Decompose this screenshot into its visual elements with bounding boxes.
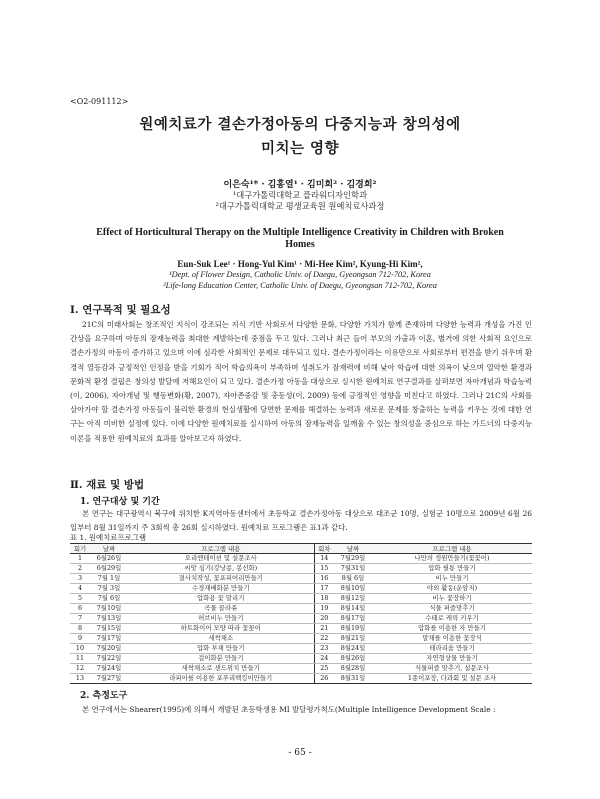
- table-cell: 8: [70, 624, 90, 634]
- table-cell: 오리엔테이션 및 설문조사: [128, 554, 314, 564]
- table-cell: 22: [314, 634, 334, 644]
- table-cell: 식물퍼즐 맞추기, 설문조사: [372, 664, 532, 674]
- table-cell: 7: [70, 614, 90, 624]
- table-cell: 압화 부채 만들기: [128, 644, 314, 654]
- table-cell: 7월15일: [90, 624, 128, 634]
- table-cell: 8월10일: [334, 584, 372, 594]
- table-cell: 7월13일: [90, 614, 128, 624]
- table-cell: 10: [70, 644, 90, 654]
- table-cell: 18: [314, 594, 334, 604]
- table-cell: 압화 필통 만들기: [372, 564, 532, 574]
- korean-title-line1: 원예치료가 결손가정아동의 다중지능과 창의성에: [139, 116, 461, 133]
- english-affiliation-2: ²Life-long Education Center, Catholic Univ. of Daegu, Gyeongsan 712-702, Korea: [163, 281, 437, 290]
- table-row: [70, 574, 532, 584]
- table-row: [70, 584, 532, 594]
- table-cell: 곡물 꼴라쥬: [128, 604, 314, 614]
- table-cell: 걸이화분 만들기: [128, 654, 314, 664]
- table-cell: 8월24일: [334, 644, 372, 654]
- table-row: [70, 634, 532, 644]
- table-cell: 자연형상물 만들기: [372, 654, 532, 664]
- program-table: [70, 543, 532, 684]
- subsection-body-instruments: 본 연구에서는 Shearer(1995)에 의해서 개발된 초등학생용 MI 발달평가척도(Multiple Intelligence Development Scale :: [82, 705, 496, 714]
- subsection-body-subjects: 본 연구는 대구광역시 북구에 위치한 K지역아동센터에서 초등학교 결손가정아동 대상으로 대조군 10명, 실험군 10명으로 2009년 6월 26일부터 8월 31일까지 주 3회씩 총 26회 실시하였다. 원예치료 프로그램은 표1과 같다.: [70, 509, 532, 533]
- section-heading-purpose: Ⅰ. 연구목적 및 필요성: [70, 304, 171, 316]
- table-cell: 7월29일: [334, 554, 372, 564]
- table-cell: 압화를 이용한 자 만들기: [372, 624, 532, 634]
- table-cell: 15: [314, 564, 334, 574]
- english-affiliation-1: ¹Dept. of Flower Design, Catholic Univ. of Daegu, Gyeongsan 712-702, Korea: [169, 270, 431, 279]
- korean-affiliation-1: ¹대구가톨릭대학교 플라워디자인학과: [232, 190, 368, 200]
- table-row: [70, 554, 532, 564]
- table-cell: 21: [314, 624, 334, 634]
- table-cell: 8월31일: [334, 674, 372, 684]
- table-row: [70, 674, 532, 684]
- table-cell: 비누 만들기: [372, 574, 532, 584]
- table-cell: 비누 꽃장하기: [372, 594, 532, 604]
- table-cell: 11: [70, 654, 90, 664]
- table-row: [70, 664, 532, 674]
- table-cell: 14: [314, 554, 334, 564]
- table-row: [70, 644, 532, 654]
- table-header-row: [70, 544, 532, 554]
- table-cell: 나만의 정원만들기(꽃꽃이): [372, 554, 532, 564]
- table-cell: 허브비누 만들기: [128, 614, 314, 624]
- table-cell: 8월14일: [334, 604, 372, 614]
- table-cell: 식물 퍼즐맞추기: [372, 604, 532, 614]
- table-cell: 24: [314, 654, 334, 664]
- english-title: Effect of Horticultural Therapy on the Multiple Intelligence Creativity in Children with Broken Homes: [96, 227, 504, 250]
- table-row: [70, 654, 532, 664]
- section-body-purpose: 21C의 미래사회는 창조적인 지식이 강조되는 지식 기반 사회로서 다양한 문화, 다양한 가치가 함께 존재하며 다양한 능력과 개성을 가진 인간상을 요구하며 아동의 잠재능력을 최대한 계발하는데 중점을 두고 있다. 그러나 최근 들어 부모의 가출과 이혼, 별거에 의한 사회적 요인으로 결손가정의 아동이 증가하고 있으며 이에 심각한 사회적인 문제로 대두되고 있다. 결손가정이라는 이유만으로 사회로부터 편견을 받기 쉬우며 환경적 열등감과 긍정적인 인정을 받을 기회가 적어 학습의욕이 부족하며 성취도가 잠재력에 비해 낮아 학습에 대한 의욕이 낮으며 열악한 환경과 문화적 환경 결핍은 창의성 발달에 저해요인이 되고 있다. 결손가정 아동을 대상으로 실시한 원예치료 연구결과를 살펴보면 자아개념과 학습능력(이, 2006), 자아개념 및 행동변화(황, 2007), 자아존중감 및 충동성(이, 2009) 등에 긍정적인 영향을 미친다고 하였다. 그러나 21C의 사회를 살아가야 할 결손가정 아동들이 불리한 환경의 현실생활에 당면한 문제를 해결하는 능력과 새로운 문제를 창출하는 능력을 키우는 것에 대한 연구는 아직 미비한 실정에 있다. 이에 다양한 원예치료를 실시하여 아동의 잠재능력을 일깨울 수 있는 창의성을 중심으로 하는 가드너의 다중지능이론을 적용한 원예치료의 효과를 알아보고자 하였다.: [70, 320, 532, 443]
- table-row: [70, 594, 532, 604]
- table-cell: 야외 활동(운암지): [372, 584, 532, 594]
- table-cell: 9: [70, 634, 90, 644]
- table-cell: 새싹채소로 샌드위치 만들기: [128, 664, 314, 674]
- table-cell: 씨앗 심기(강낭콩, 봉선화): [128, 564, 314, 574]
- table-cell: 7월20일: [90, 644, 128, 654]
- table-caption: 표 1. 원예치료프로그램: [70, 533, 147, 542]
- table-row: [70, 564, 532, 574]
- table-cell: 8월17일: [334, 614, 372, 624]
- table-cell: 하트화이어 모양 따라 꽃꽂이: [128, 624, 314, 634]
- table-cell: 7월10일: [90, 604, 128, 614]
- table-cell: 8월28일: [334, 664, 372, 674]
- english-authors: Eun-Suk Lee¹ · Hong-Yul Kim¹ · Mi-Hee Kim², Kyung-Hi Kim²,: [177, 259, 423, 269]
- table-cell: 8월12일: [334, 594, 372, 604]
- table-cell: 1종이포장, 다과회 및 설문 조사: [372, 674, 532, 684]
- table-cell: 16: [314, 574, 334, 584]
- table-header-cell: 프로그램 내용: [128, 544, 314, 554]
- table-header-cell: 프로그램 내용: [372, 544, 532, 554]
- table-row: [70, 614, 532, 624]
- korean-affiliation-2: ²대구가톨릭대학교 평생교육원 원예치료사과정: [215, 201, 385, 211]
- table-cell: 8월19일: [334, 624, 372, 634]
- table-cell: 6월29일: [90, 564, 128, 574]
- table-cell: 17: [314, 584, 334, 594]
- table-cell: 말채를 이용한 꽃장식: [372, 634, 532, 644]
- table-cell: 8월 6일: [334, 574, 372, 584]
- table-cell: 12: [70, 664, 90, 674]
- table-cell: 20: [314, 614, 334, 624]
- page-number: - 65 -: [288, 748, 312, 758]
- table-cell: 13: [70, 674, 90, 684]
- subsection-heading-subjects: 1. 연구대상 및 기간: [80, 497, 160, 507]
- table-cell: 23: [314, 644, 334, 654]
- table-cell: 25: [314, 664, 334, 674]
- table-cell: 8월21일: [334, 634, 372, 644]
- table-cell: 2: [70, 564, 90, 574]
- table-cell: 수경재배화분 만들기: [128, 584, 314, 594]
- table-cell: 26: [314, 674, 334, 684]
- table-cell: 7월22일: [90, 654, 128, 664]
- table-cell: 1: [70, 554, 90, 564]
- table-cell: 3: [70, 574, 90, 584]
- table-cell: 4: [70, 584, 90, 594]
- table-cell: 19: [314, 604, 334, 614]
- table-cell: 7월 6일: [90, 594, 128, 604]
- table-cell: 8월26일: [334, 654, 372, 664]
- korean-title-line2: 미치는 영향: [260, 140, 340, 157]
- table-cell: 6: [70, 604, 90, 614]
- table-cell: 5: [70, 594, 90, 604]
- table-cell: 7월27일: [90, 674, 128, 684]
- table-cell: 7월 1일: [90, 574, 128, 584]
- paper-code: <O2-091112>: [70, 97, 129, 106]
- table-cell: 새싹채소: [128, 634, 314, 644]
- table-row: [70, 604, 532, 614]
- table-header-cell: 날짜: [334, 544, 372, 554]
- table-cell: 7월24일: [90, 664, 128, 674]
- table-cell: 7월31일: [334, 564, 372, 574]
- table-header-cell: 회차: [314, 544, 334, 554]
- table-cell: 라피아를 이용한 포푸리백킹이만들기: [128, 674, 314, 684]
- table-header-cell: 회기: [70, 544, 90, 554]
- section-heading-methods: Ⅱ. 재료 및 방법: [70, 479, 145, 491]
- table-cell: 6월26일: [90, 554, 128, 564]
- table-cell: 7월 3일: [90, 584, 128, 594]
- table-cell: 테라리움 만들기: [372, 644, 532, 654]
- table-cell: 압화용 꽃 말리기: [128, 594, 314, 604]
- korean-authors: 이은숙¹* · 김홍열¹ · 김미희² · 김경희²: [223, 180, 377, 190]
- table-cell: 결사치작성, 꽃포피어리만들기: [128, 574, 314, 584]
- table-cell: 7월17일: [90, 634, 128, 644]
- table-cell: 수태로 캐릭 키우기: [372, 614, 532, 624]
- table-header-cell: 날짜: [90, 544, 128, 554]
- table-row: [70, 624, 532, 634]
- subsection-heading-instruments: 2. 측정도구: [80, 691, 128, 701]
